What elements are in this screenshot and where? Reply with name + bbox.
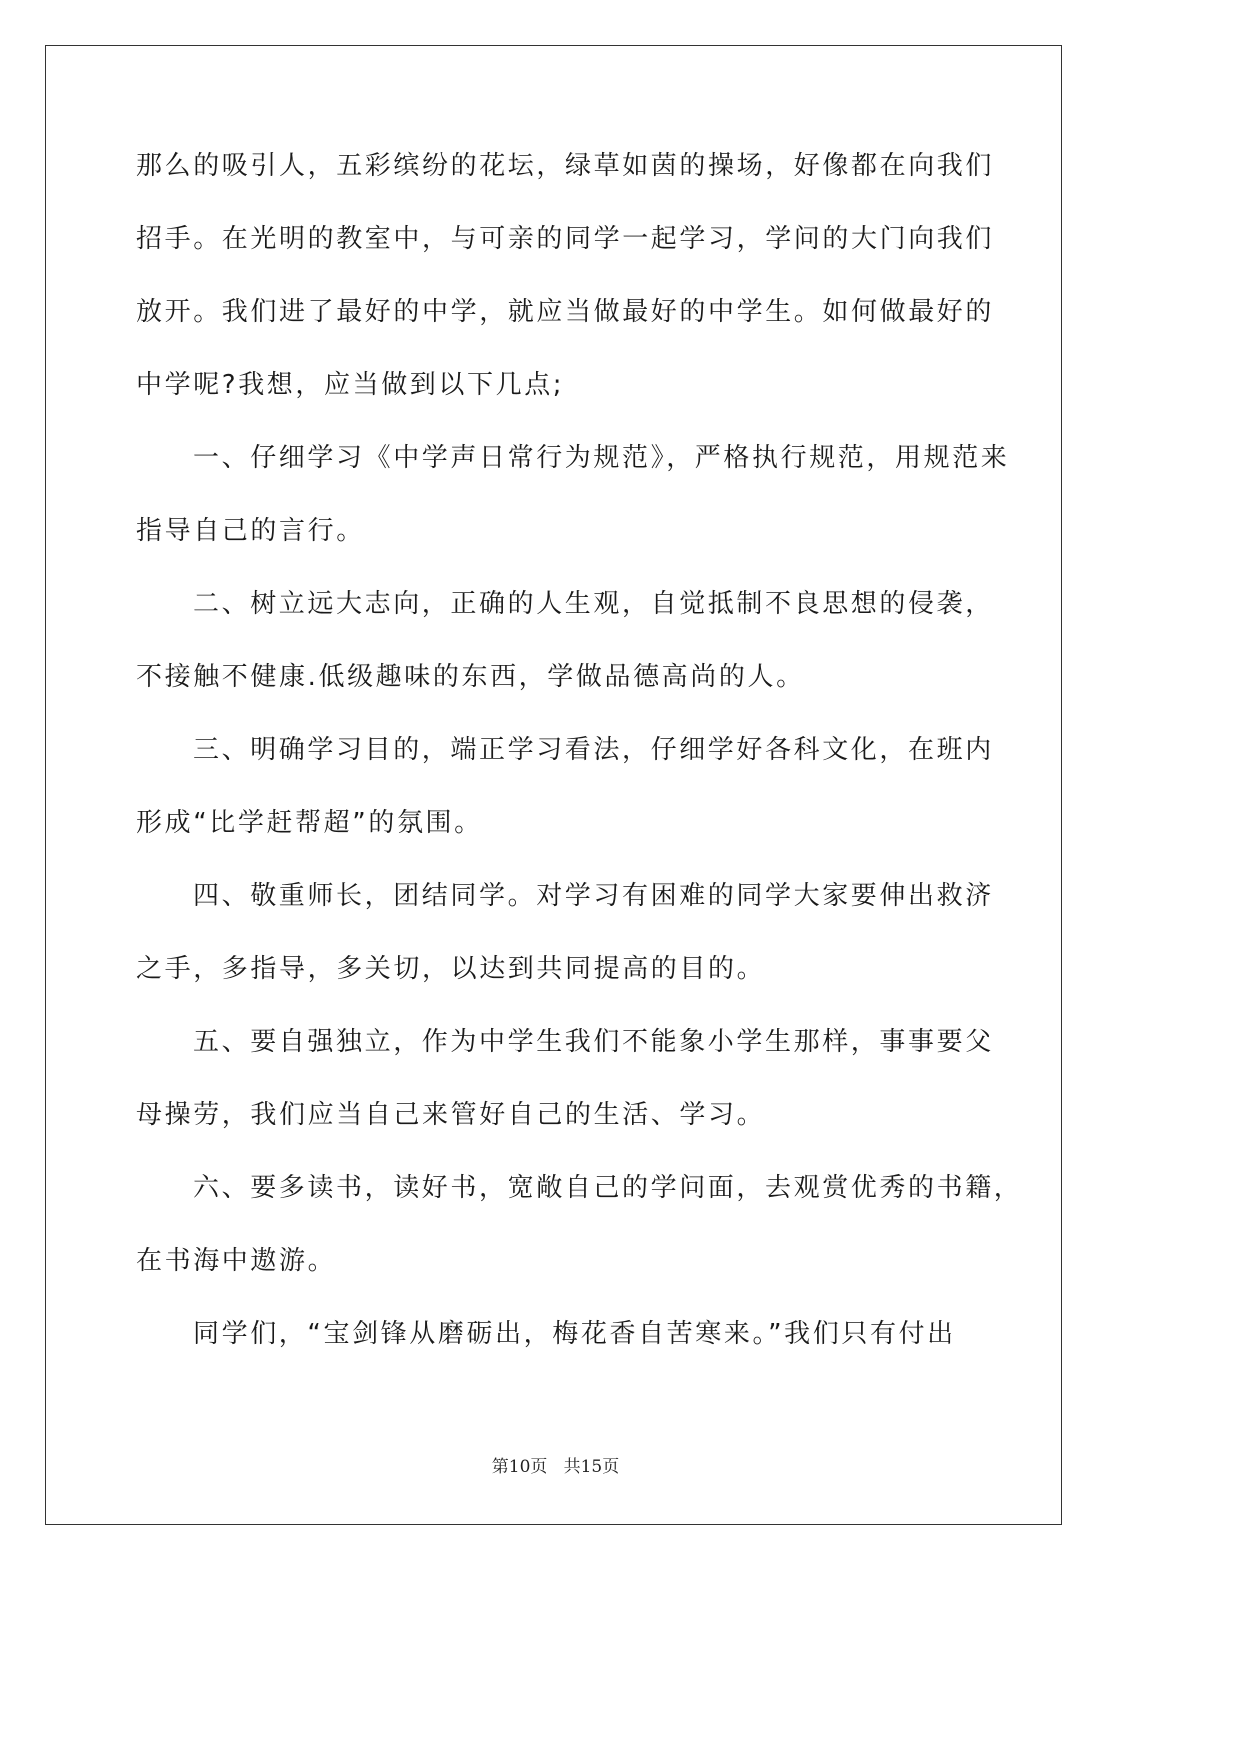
paragraph-start-line: 同学们，“宝剑锋从磨砺出，梅花香自苦寒来。”我们只有付出 xyxy=(193,1319,956,1349)
paragraph-start-line: 四、敬重师长，团结同学。对学习有困难的同学大家要伸出救济 xyxy=(193,881,994,911)
paragraph-start-line: 六、要多读书，读好书，宽敞自己的学问面，去观赏优秀的书籍， xyxy=(193,1173,1023,1203)
text-line: 形成“比学赶帮超”的氛围。 xyxy=(136,808,483,838)
text-line: 母操劳，我们应当自己来管好自己的生活、学习。 xyxy=(136,1100,766,1130)
text-line: 不接触不健康.低级趣味的东西，学做品德高尚的人。 xyxy=(136,662,805,692)
total-pages-label: 共15页 xyxy=(563,1457,620,1477)
text-line: 在书海中遨游。 xyxy=(136,1246,337,1276)
text-line: 之手，多指导，多关切，以达到共同提高的目的。 xyxy=(136,954,766,984)
paragraph-start-line: 二、树立远大志向，正确的人生观，自觉抵制不良思想的侵袭， xyxy=(193,589,994,619)
text-line: 放开。我们进了最好的中学，就应当做最好的中学生。如何做最好的 xyxy=(136,297,995,327)
page-number-label: 第10页 xyxy=(491,1457,548,1477)
text-line: 那么的吸引人，五彩缤纷的花坛，绿草如茵的操场，好像都在向我们 xyxy=(136,151,995,181)
paragraph-start-line: 一、仔细学习《中学声日常行为规范》，严格执行规范，用规范来 xyxy=(193,443,1010,473)
paragraph-start-line: 五、要自强独立，作为中学生我们不能象小学生那样，事事要父 xyxy=(193,1027,994,1057)
page-border xyxy=(45,45,1062,1525)
text-line: 招手。在光明的教室中，与可亲的同学一起学习，学问的大门向我们 xyxy=(136,224,995,254)
text-line: 指导自己的言行。 xyxy=(136,516,365,546)
page-footer xyxy=(0,1452,1111,1477)
text-line: 中学呢?我想，应当做到以下几点; xyxy=(136,370,565,400)
paragraph-start-line: 三、明确学习目的，端正学习看法，仔细学好各科文化，在班内 xyxy=(193,735,994,765)
